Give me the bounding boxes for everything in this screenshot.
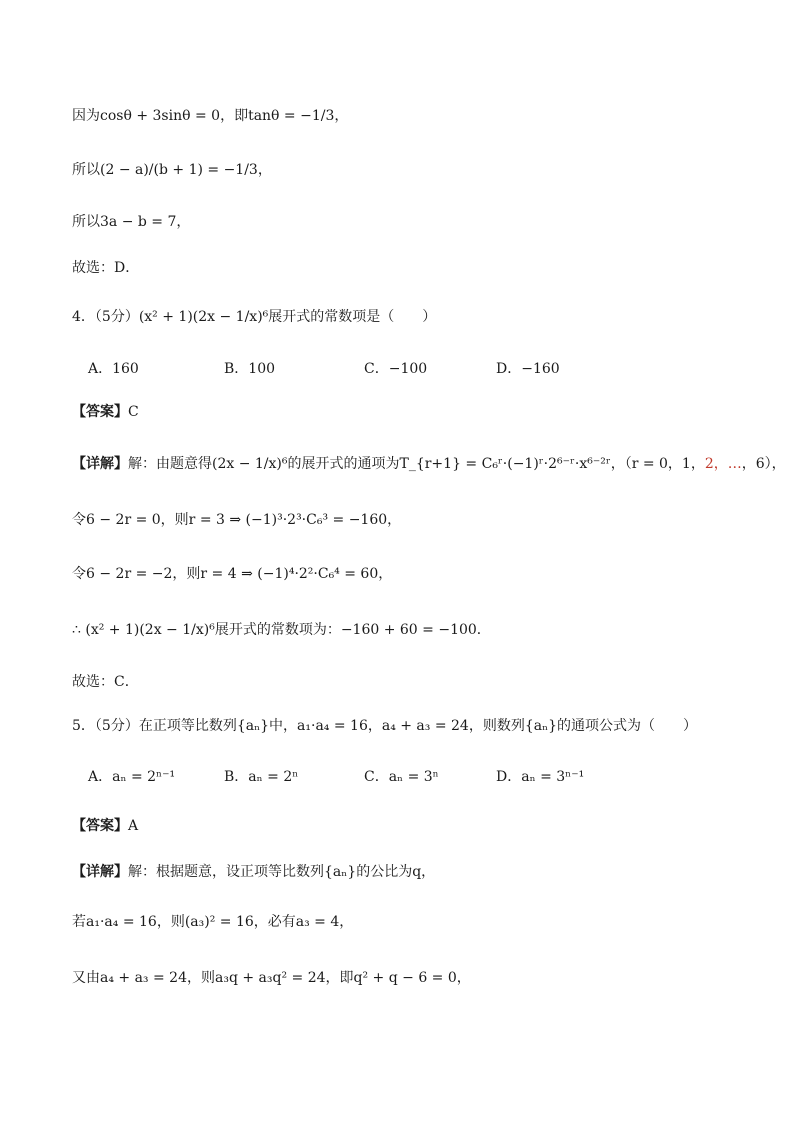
answer-value-2: A [128, 818, 139, 834]
solution-line-5: 令6 − 2r = 0，则r = 3 ⇒ (−1)³·2³·C₆³ = −160， [72, 512, 402, 528]
q4-answer [72, 402, 139, 422]
solution-line-2: 所以(2 − a)/(b + 1) = −1/3， [72, 162, 272, 178]
question-4: 4．（5分）(x² + 1)(2x − 1/x)⁶展开式的常数项是（ ） [72, 309, 437, 325]
explanation-tag: 【详解】 [72, 456, 128, 472]
solution-line-7: ∴ (x² + 1)(2x − 1/x)⁶展开式的常数项为：−160 + 60 = −100． [72, 622, 491, 638]
q4-option-c: C．−100 [364, 361, 428, 377]
explanation-text-2: 解：根据题意，设正项等比数列{aₙ}的公比为q， [128, 864, 436, 880]
question-5: 5．（5分）在正项等比数列{aₙ}中，a₁·a₄ = 16，a₄ + a₃ = 24，则数列{aₙ}的通项公式为（ ） [72, 718, 698, 734]
q5-option-d: D．aₙ = 3ⁿ⁻¹ [496, 769, 585, 785]
answer-value: C [128, 404, 139, 420]
explanation-tag-2: 【详解】 [72, 864, 128, 880]
explanation-text-end: ，6）， [741, 456, 786, 472]
q4-option-a: A．160 [88, 361, 139, 377]
q5-option-a: A．aₙ = 2ⁿ⁻¹ [88, 769, 176, 785]
q5-explanation [72, 862, 435, 882]
q4-option-d: D．−160 [496, 361, 560, 377]
solution-line-3: 所以3a − b = 7， [72, 214, 191, 230]
solution-line-9: 若a₁·a₄ = 16，则(a₃)² = 16，必有a₃ = 4， [72, 914, 354, 930]
q5-option-c: C．aₙ = 3ⁿ [364, 769, 439, 785]
choose-answer-line: 故选：D． [72, 260, 140, 276]
q5-answer [72, 816, 138, 836]
choose-answer-line-2: 故选：C． [72, 674, 139, 690]
q4-explanation [72, 454, 786, 474]
answer-tag-2: 【答案】 [72, 818, 128, 834]
solution-line-6: 令6 − 2r = −2，则r = 4 ⇒ (−1)⁴·2²·C₆⁴ = 60， [72, 566, 393, 582]
q4-option-b: B．100 [224, 361, 276, 377]
answer-tag: 【答案】 [72, 404, 128, 420]
q5-option-b: B．aₙ = 2ⁿ [224, 769, 299, 785]
solution-line-1: 因为cosθ + 3sinθ = 0，即tanθ = −1/3， [72, 108, 349, 124]
explanation-red-text: 2，… [704, 456, 742, 472]
solution-line-10: 又由a₄ + a₃ = 24，则a₃q + a₃q² = 24，即q² + q − 6 = 0， [72, 970, 471, 986]
explanation-text: 解：由题意得(2x − 1/x)⁶的展开式的通项为T_{r+1} = C₆ʳ·(−1)ʳ·2⁶⁻ʳ·x⁶⁻²ʳ，（r = 0，1， [128, 456, 705, 472]
